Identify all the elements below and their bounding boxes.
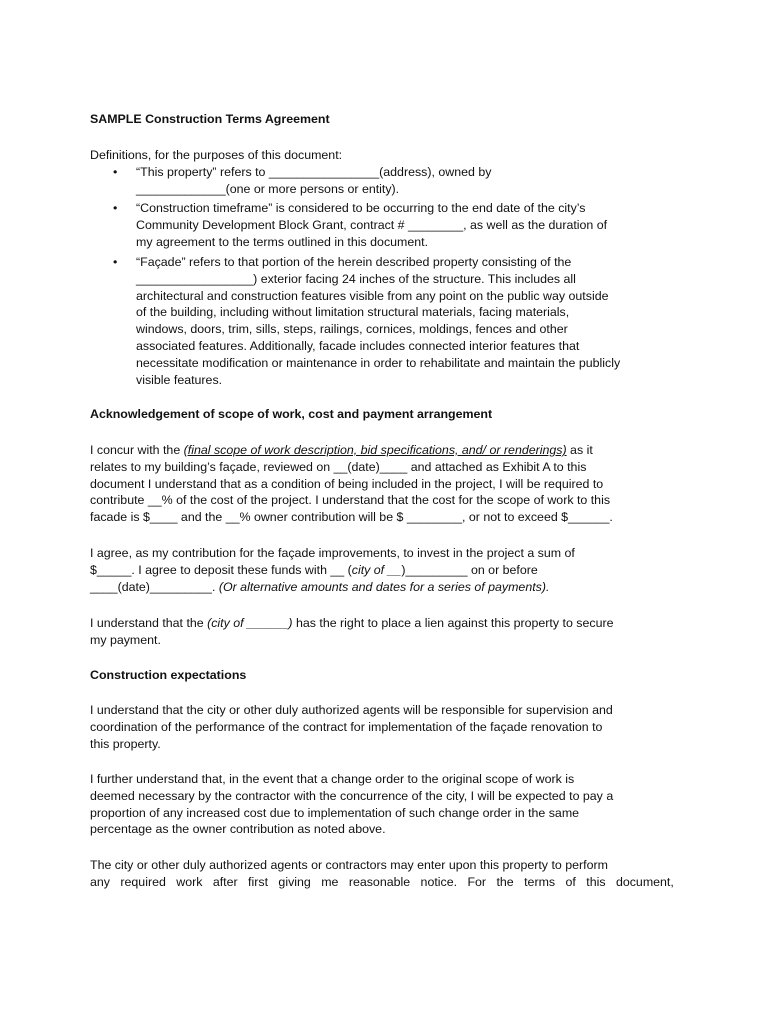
word: notice. [420,874,458,889]
word: of [565,874,576,889]
paragraph-line: I agree, as my contribution for the façade improvements, to invest in the project a sum of [90,546,575,560]
paragraph-line: I understand that the city or other duly authorized agents will be responsible for supervision and [90,703,613,717]
bullet-icon: • [113,255,118,269]
text-run: I concur with the [90,443,184,457]
paragraph-line: percentage as the owner contribution as noted above. [90,822,386,837]
definition-line: _________________) exterior facing 24 inches of the structure. This includes all [136,271,576,286]
paragraph-line: coordination of the performance of the contract for implementation of the façade renovation to [90,719,603,734]
word: giving [278,874,311,889]
paragraph-line: deemed necessary by the contractor with the concurrence of the city, I will be expected to pay a [90,788,614,803]
paragraph-line: I further understand that, in the event that a change order to the original scope of work is [90,772,575,786]
text-run: I understand that the [90,616,208,630]
word: me [321,874,339,889]
definition-this-property [136,164,696,198]
word: reasonable [348,874,411,889]
paragraph-lien [90,615,690,649]
paragraph-line [90,579,690,596]
text-run: ____(date)_________. [90,579,219,594]
definition-line: Community Development Block Grant, contract # ________, as well as the duration of [136,217,608,232]
word: any [90,874,110,889]
definition-line: associated features. Additionally, facade includes connected interior features that [136,338,580,353]
definition-line: “Façade” refers to that portion of the herein described property consisting of the [136,255,572,269]
paragraph-change-order [90,771,690,838]
definition-construction-timeframe [136,200,696,250]
word: document, [615,874,674,889]
paragraph-line: document I understand that as a condition of being included in the project, I will be required to [90,476,604,491]
paragraph-supervision [90,702,690,752]
scope-placeholder: (final scope of work description, bid specifications, and/ or renderings) [183,443,567,457]
definition-line: my agreement to the terms outlined in this document. [136,234,429,249]
paragraph-line: my payment. [90,632,161,647]
paragraph-scope-of-work [90,442,690,526]
paragraph-line: facade is $____ and the __% owner contribution will be $ ________, or not to exceed $______. [90,510,613,525]
paragraph-line [90,442,690,459]
definition-line: visible features. [136,372,223,387]
paragraph-line: proportion of any increased cost due to implementation of such change order in the same [90,805,580,820]
definition-line: _____________(one or more persons or entity). [136,181,400,196]
paragraph-line [90,615,690,632]
paragraph-line: relates to my building’s façade, reviewed on __(date)____ and attached as Exhibit A to this [90,459,587,474]
definition-line: necessitate modification or maintenance in order to rehabilitate and maintain the publicly [136,355,621,370]
definitions-intro: Definitions, for the purposes of this document: [90,148,343,162]
word: first [248,874,269,889]
word: required [120,874,166,889]
word: For [467,874,487,889]
paragraph-line-justified [90,874,674,891]
text-run: )_________ on or before [401,562,538,577]
city-placeholder: city of __ [351,562,402,577]
section-heading-acknowledgement: Acknowledgement of scope of work, cost and payment arrangement [90,407,493,421]
paragraph-contribution [90,545,690,595]
paragraph-line: this property. [90,736,161,751]
word: work [176,874,203,889]
text-run: has the right to place a lien against this property to secure [292,616,614,630]
definition-line: “Construction timeframe” is considered to be occurring to the end date of the city’s [136,201,586,215]
bullet-icon: • [113,165,118,179]
definition-line: architectural and construction features visible from any point on the public way outside [136,288,609,303]
alternative-payments-note: (Or alternative amounts and dates for a series of payments). [218,579,550,594]
paragraph-entry-notice [90,857,690,891]
word: the [496,874,514,889]
word: terms [524,874,556,889]
section-heading-construction-expectations: Construction expectations [90,668,247,682]
definition-line: of the building, including without limitation structural materials, facing materials, [136,305,570,320]
definition-line: “This property” refers to ________________(address), owned by [136,165,492,179]
text-run: as it [566,443,593,457]
paragraph-line [90,562,690,579]
bullet-icon: • [113,201,118,215]
document-title: SAMPLE Construction Terms Agreement [90,112,330,126]
paragraph-line: contribute __% of the cost of the project. I understand that the cost for the scope of work to this [90,493,611,508]
text-run: $_____. I agree to deposit these funds with __ ( [90,562,352,577]
city-placeholder: (city of ______) [207,616,293,630]
definition-facade [136,254,696,388]
word: this [586,874,606,889]
definition-line: windows, doors, trim, sills, steps, railings, cornices, moldings, fences and other [136,322,568,337]
word: after [212,874,238,889]
paragraph-line: The city or other duly authorized agents or contractors may enter upon this property to perform [90,858,608,872]
